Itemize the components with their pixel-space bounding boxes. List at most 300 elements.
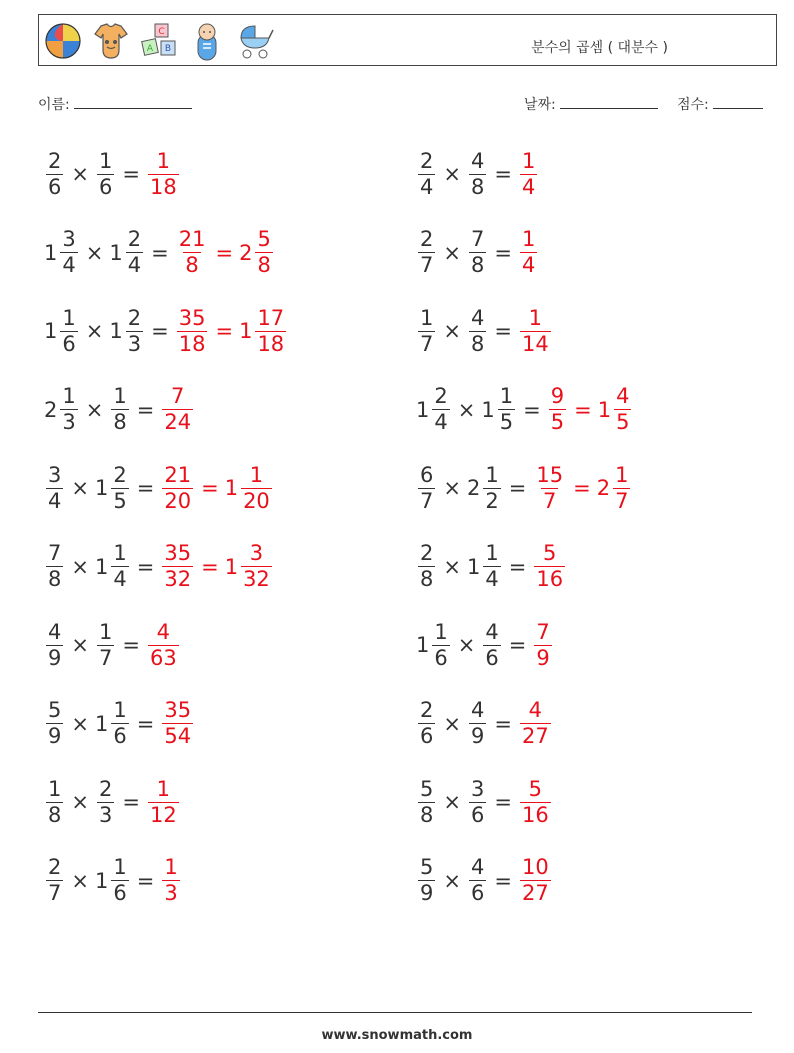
operand-a [416,541,437,592]
answer-value-denominator: 4 [521,174,536,199]
answer-value-numerator: 5 [528,776,543,801]
operand-a-denominator: 8 [420,802,434,827]
answer-value [175,227,210,278]
answer-value-fraction [148,149,179,200]
problem-item [416,456,632,520]
operand-b-numerator: 1 [113,541,127,565]
answer-value [598,384,634,435]
times-sign: × [443,240,461,265]
answer-value-fraction [520,777,551,828]
operand-a [44,698,65,749]
operand-b-denominator: 8 [470,253,485,277]
times-sign: × [71,162,89,186]
answer-value-denominator: 63 [149,645,177,670]
operand-a [416,384,452,435]
answer-value-fraction [148,777,179,828]
equals-sign: = [136,711,155,736]
operand-b-fraction [111,541,128,592]
answer-value-denominator: 16 [521,802,549,827]
operand-a-denominator: 6 [434,645,448,670]
answer-value-numerator: 5 [543,541,557,565]
answer-value-numerator: 7 [536,619,550,644]
operand-b-whole: 1 [109,319,123,343]
answer-value-numerator: 10 [521,855,549,879]
operand-b-fraction [483,463,500,514]
answer-value-fraction [162,463,193,514]
operand-b [467,777,488,828]
answer-value [518,777,553,828]
answer-value-numerator: 1 [521,227,536,251]
problem-item [44,535,274,599]
answer-value-denominator: 3 [164,881,178,905]
answer-value-numerator: 1 [528,305,543,330]
answer-value-fraction [520,149,537,200]
answer-value-whole: 1 [224,554,239,579]
operand-b-whole: 1 [466,554,481,579]
answer-value-fraction [148,620,179,671]
operand-b-fraction [469,306,486,357]
times-sign: × [71,790,89,814]
answer-value [175,306,210,357]
answer-value-denominator: 7 [615,488,629,513]
operand-b-numerator: 7 [470,227,485,251]
operand-a [416,306,437,357]
answer-value [146,620,181,671]
times-sign: × [443,319,461,343]
answer-value-numerator: 7 [171,384,185,408]
problem-item [416,692,553,756]
answer-equals-sign: = [573,476,591,500]
operand-b-fraction [97,620,114,671]
equals-sign: = [523,397,541,422]
operand-b-fraction [111,463,128,514]
operand-b-denominator: 6 [113,881,127,905]
answer-value-numerator: 1 [521,148,536,173]
answer [518,698,553,749]
answer-value [146,777,181,828]
answer [175,306,288,357]
operand-a-fraction [418,541,435,592]
operand-a [44,777,65,828]
operand-b-numerator: 1 [499,384,514,408]
answer-value-fraction [162,855,179,906]
times-sign: × [71,711,89,736]
answer-value-whole: 1 [597,397,612,422]
equals-sign: = [136,476,155,500]
times-sign: × [71,868,89,893]
operand-a-whole: 1 [44,240,58,265]
operand-a [44,306,80,357]
times-sign: × [85,319,104,343]
operand-a-numerator: 1 [62,305,76,330]
answer-value-denominator: 18 [178,331,206,356]
operand-b-denominator: 4 [127,253,142,277]
answer [547,384,634,435]
operand-a-fraction [60,384,77,435]
operand-b [467,541,503,592]
problem-item [416,221,539,285]
answer [532,620,553,671]
answer-value [160,855,181,906]
operand-a-denominator: 9 [420,881,434,905]
operand-b [481,620,502,671]
operand-a [44,384,80,435]
operand-a-fraction [46,149,63,200]
operand-a-denominator: 3 [62,410,76,434]
answer-equals-sign: = [201,554,219,579]
operand-a-fraction [418,463,435,514]
answer-value-denominator: 8 [257,253,271,277]
operand-b-fraction [483,541,500,592]
svg-text:B: B [164,44,172,54]
operand-a [44,149,65,200]
operand-b [95,463,131,514]
answer [146,620,181,671]
answer-value [518,306,553,357]
answer-value-denominator: 20 [243,488,270,513]
operand-a-fraction [418,698,435,749]
answer-value-fraction [534,620,551,671]
operand-a-denominator: 7 [420,331,434,356]
operand-b-numerator: 1 [113,698,127,722]
operand-a-denominator: 6 [420,724,434,748]
answer-value-fraction [520,855,551,906]
operand-a-denominator: 7 [420,253,434,277]
answer-value [225,541,274,592]
answer-value-denominator: 54 [164,724,192,748]
operand-a-whole: 1 [416,397,430,422]
answer [518,306,553,357]
answer-value [518,855,553,906]
operand-a-denominator: 4 [62,253,76,277]
answer-value [532,541,567,592]
times-sign: × [443,476,461,500]
operand-b-fraction [126,306,143,357]
answer-equals-sign: = [215,240,234,265]
answer [518,149,539,200]
answer-value-fraction [520,698,551,749]
operand-b [467,855,488,906]
answer-value-fraction [534,463,565,514]
operand-a-numerator: 2 [48,148,62,173]
operand-b-whole: 1 [94,868,109,893]
answer-value-numerator: 4 [616,384,630,408]
operand-a-fraction [46,463,63,514]
answer-value-denominator: 32 [164,567,192,591]
answer-value-fraction [549,384,566,435]
answer-value [160,698,195,749]
answer-value-numerator: 3 [249,541,264,565]
operand-a-fraction [418,227,435,278]
operand-b-numerator: 1 [485,462,499,487]
operand-b-numerator: 4 [470,305,485,330]
operand-a [416,227,437,278]
operand-a-numerator: 3 [48,462,62,487]
answer [160,384,195,435]
answer [160,541,273,592]
operand-b-fraction [498,384,515,435]
equals-sign: = [136,868,155,893]
answer-value-numerator: 21 [164,462,192,487]
times-sign: × [71,476,89,500]
answer-value-fraction [241,463,272,514]
problem-item [44,221,275,285]
answer-value-denominator: 8 [185,253,199,277]
operand-b-fraction [469,777,486,828]
operand-b [481,384,517,435]
equals-sign: = [494,319,512,343]
operand-b-numerator: 4 [470,148,485,173]
operand-a-numerator: 2 [420,698,434,722]
operand-b-fraction [126,227,143,278]
answer-value-whole: 2 [239,240,253,265]
operand-a-numerator: 5 [48,698,62,722]
answer-value-denominator: 5 [616,410,630,434]
answer-value-fraction [613,463,630,514]
operand-b-denominator: 5 [113,488,127,513]
operand-a-whole: 2 [44,397,58,422]
operand-b-fraction [97,777,114,828]
operand-b-numerator: 4 [485,619,499,644]
operand-a-fraction [418,777,435,828]
operand-a-numerator: 2 [48,855,62,879]
operand-b [95,149,116,200]
answer-value-numerator: 21 [178,227,206,251]
equals-sign: = [122,633,140,657]
operand-a-denominator: 6 [48,174,62,199]
operand-b-fraction [469,227,486,278]
answer-value-fraction [177,227,208,278]
operand-a [44,620,65,671]
operand-a-fraction [46,541,63,592]
operand-a-denominator: 7 [420,488,434,513]
operand-b-denominator: 4 [113,567,127,591]
operand-b-denominator: 6 [98,174,113,199]
operand-a [416,855,437,906]
answer-value [518,227,539,278]
operand-a-numerator: 1 [48,776,62,801]
operand-b-numerator: 1 [113,384,127,408]
operand-b-numerator: 1 [113,855,127,879]
answer-value-fraction [255,306,286,357]
answer [532,463,632,514]
operand-b-fraction [97,149,114,200]
operand-a-denominator: 4 [434,410,448,434]
answer-value-denominator: 24 [164,410,192,434]
answer [518,227,539,278]
answer-value-numerator: 1 [156,776,171,801]
answer-value-denominator: 9 [536,645,550,670]
answer-value-fraction [534,541,565,592]
operand-b-denominator: 6 [470,802,485,827]
times-sign: × [443,868,461,893]
answer-equals-sign: = [215,319,234,343]
operand-b-fraction [111,384,128,435]
operand-b-numerator: 2 [127,305,142,330]
answer-value-numerator: 4 [156,619,171,644]
answer [160,855,181,906]
operand-b-denominator: 6 [470,881,485,905]
operand-a-denominator: 8 [48,567,62,591]
operand-a-numerator: 2 [420,227,434,251]
answer-value-denominator: 20 [164,488,192,513]
times-sign: × [443,162,461,186]
operand-a-numerator: 5 [420,776,434,801]
operand-b-fraction [469,698,486,749]
problem-item [44,299,288,363]
answer-value [225,463,274,514]
answer-value [160,384,195,435]
operand-a-numerator: 2 [420,541,434,565]
problem-item [416,378,633,442]
times-sign: × [457,397,476,422]
answer-value-numerator: 9 [550,384,565,408]
operand-a-numerator: 2 [434,384,448,408]
problem-item [416,142,539,206]
answer-value-fraction [162,698,193,749]
operand-b-fraction [111,698,128,749]
operand-a-denominator: 8 [420,567,434,591]
answer-value-numerator: 35 [164,698,192,722]
operand-b-denominator: 6 [113,724,127,748]
footer-url: www.snowmath.com [321,1028,473,1043]
answer-value-fraction [162,384,193,435]
operand-a-denominator: 9 [48,724,62,748]
operand-b [467,306,488,357]
problem-item [416,849,553,913]
operand-b-denominator: 2 [485,488,499,513]
answer-value-numerator: 1 [164,855,178,879]
operand-a-numerator: 2 [420,148,434,173]
operand-a [44,463,65,514]
equals-sign: = [136,554,155,579]
answer-value-numerator: 35 [164,541,192,565]
operand-b [467,149,488,200]
operand-a-fraction [418,149,435,200]
equals-sign: = [122,790,140,814]
operand-a-whole: 1 [416,633,430,657]
operand-a [416,463,437,514]
answer-value-denominator: 4 [521,253,536,277]
answer-value-denominator: 7 [543,488,557,513]
answer-value-numerator: 15 [536,462,564,487]
operand-b-whole: 1 [94,554,109,579]
problem-item [44,849,182,913]
answer [160,463,273,514]
problem-item [416,613,554,677]
operand-a-denominator: 9 [48,645,62,670]
operand-b-fraction [469,855,486,906]
operand-b [467,463,503,514]
equals-sign: = [508,554,527,579]
operand-b-denominator: 9 [470,724,485,748]
answer [146,149,181,200]
answer-value-denominator: 12 [149,802,177,827]
operand-a-whole: 1 [44,319,58,343]
answer-value [532,620,553,671]
answer-value-whole: 1 [224,476,239,500]
operand-a-numerator: 1 [434,619,448,644]
equals-sign: = [494,240,512,265]
answer-value-numerator: 1 [615,462,629,487]
operand-b [109,227,145,278]
equals-sign: = [494,790,512,814]
operand-b-numerator: 1 [485,541,499,565]
operand-a-fraction [46,855,63,906]
answer-value-denominator: 27 [521,724,549,748]
operand-a-numerator: 3 [62,227,76,251]
operand-b [95,698,131,749]
equals-sign: = [494,162,512,186]
operand-a-fraction [46,620,63,671]
problem-item [44,142,181,206]
times-sign: × [85,397,104,422]
answer-value-numerator: 35 [178,305,206,330]
answer-value [239,306,288,357]
problem-item [416,770,553,834]
answer-equals-sign: = [574,397,592,422]
answer-value-fraction [520,306,551,357]
operand-b-numerator: 2 [113,462,127,487]
operand-b-whole: 2 [466,476,481,500]
operand-a-denominator: 7 [48,881,62,905]
times-sign: × [71,554,89,579]
equals-sign: = [494,711,512,736]
operand-b [95,620,116,671]
operand-b-denominator: 4 [485,567,499,591]
svg-text:A: A [146,44,154,54]
problem-item [44,456,274,520]
equals-sign: = [151,319,169,343]
operand-b-denominator: 8 [470,331,485,356]
operand-b [95,541,131,592]
operand-b [95,777,116,828]
operand-b-whole: 1 [109,240,123,265]
problem-item [44,770,181,834]
score-label: 점수: [677,97,709,113]
answer-value-fraction [255,227,272,278]
times-sign: × [443,790,461,814]
operand-a [44,855,65,906]
operand-a-denominator: 4 [48,488,62,513]
operand-a-numerator: 1 [420,305,434,330]
operand-a-numerator: 1 [62,384,76,408]
times-sign: × [443,554,461,579]
operand-b [467,698,488,749]
operand-a [416,777,437,828]
answer [518,855,553,906]
operand-b-whole: 1 [94,711,109,736]
equals-sign: = [508,476,527,500]
operand-a-fraction [46,698,63,749]
answer-value-numerator: 17 [257,305,285,330]
operand-a-fraction [60,227,77,278]
operand-a-fraction [432,620,449,671]
times-sign: × [71,633,89,657]
answer-value [146,149,181,200]
answer-value-denominator: 32 [243,567,270,591]
operand-b-denominator: 6 [485,645,499,670]
answer [160,698,195,749]
operand-a-fraction [46,777,63,828]
answer-value [160,541,195,592]
answer-value-fraction [177,306,208,357]
operand-b-numerator: 1 [98,148,113,173]
operand-a-fraction [432,384,449,435]
footer-divider [38,1012,752,1013]
operand-a-fraction [60,306,77,357]
answer-value-numerator: 1 [156,148,171,173]
